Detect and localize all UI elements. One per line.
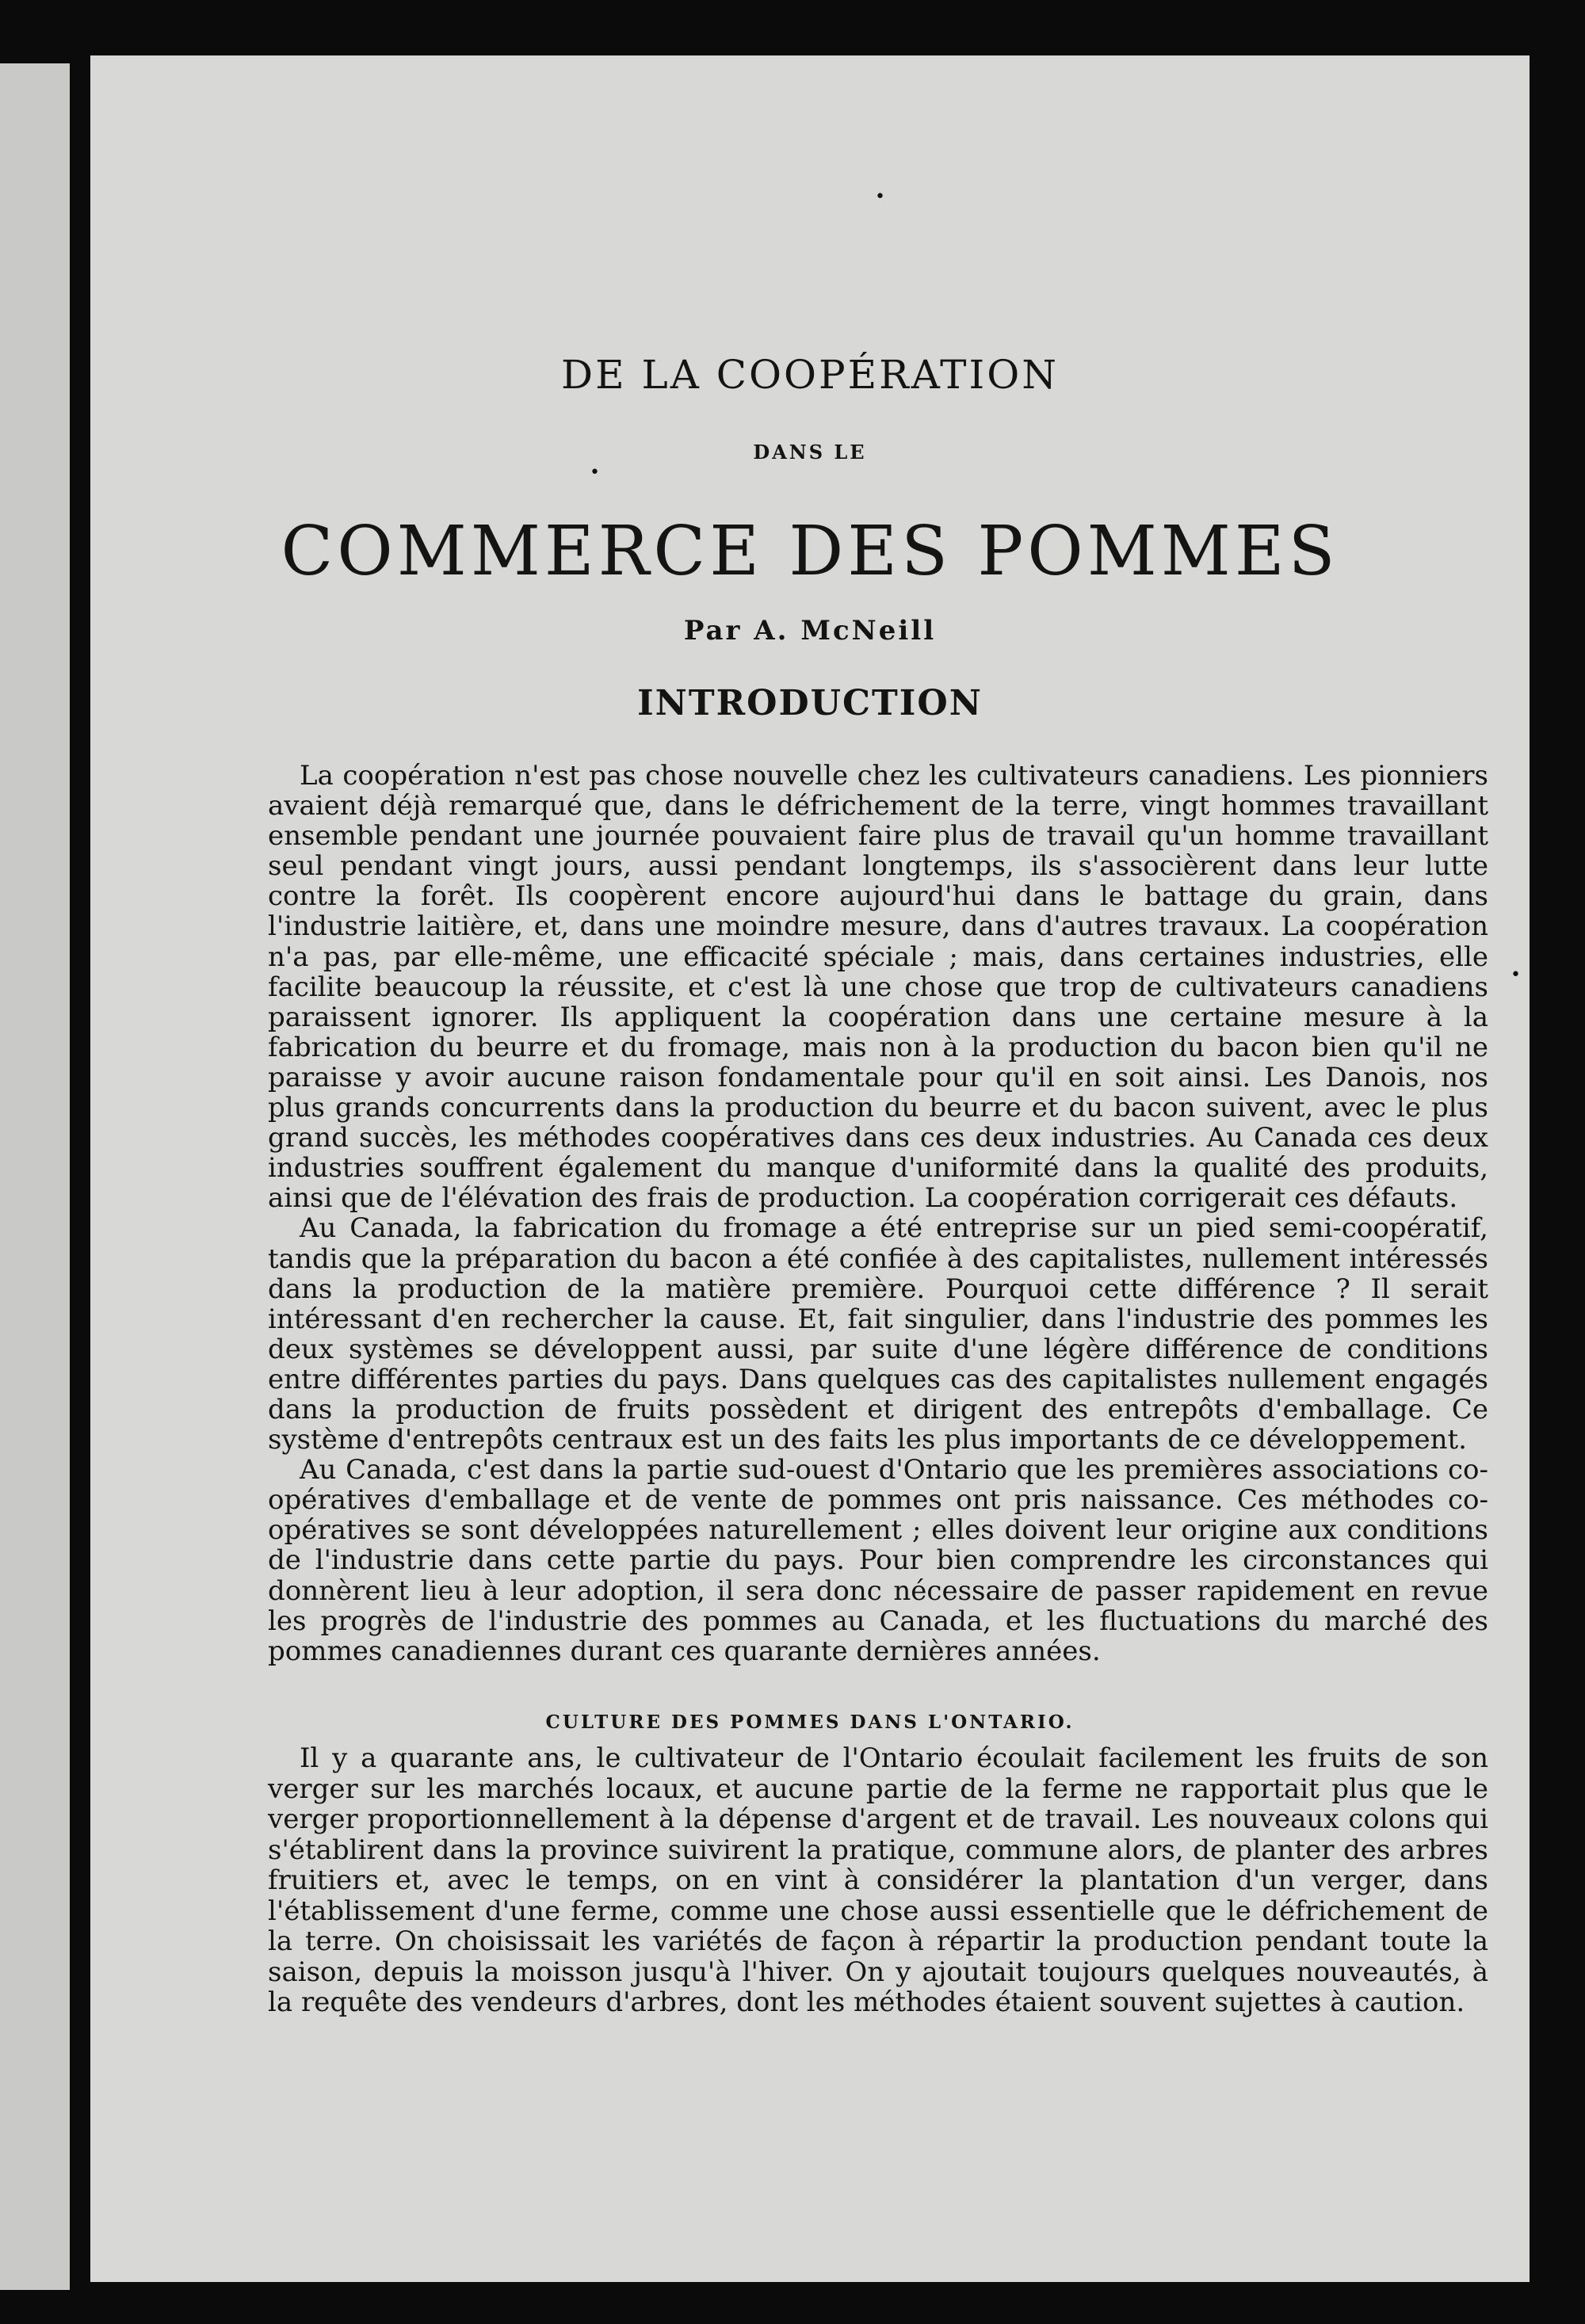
ink-speck: •: [1511, 965, 1521, 985]
ink-speck: •: [875, 187, 885, 207]
introduction-body: [268, 761, 1488, 1666]
section-body: [268, 1743, 1488, 2018]
paragraph: La coopération n'est pas chose nouvelle chez les cultivateurs canadiens. Les pionniers avaient déjà remarqué que, dans le défrichement de la terre, vingt hommes travaillant ensemble pendant une journée pouvaient faire plus de travail qu'un homme travaillant seul pendant vingt jours, aussi pendant longtemps, ils s'associèrent dans leur lutte contre la forêt. Ils coopèrent encore aujourd'hui dans le battage du grain, dans l'industrie laitière, et, dans une moindre mesure, dans d'autres travaux. La coopération n'a pas, par elle-même, une efficacité spéciale ; mais, dans certaines industries, elle facilite beaucoup la réussite, et c'est là une chose que trop de cultivateurs canadiens paraissent ignorer. Ils appliquent la coopération dans une certaine mesure à la fabrication du beurre et du fromage, mais non à la production du bacon bien qu'il ne paraisse y avoir aucune raison fondamentale pour qu'il en soit ainsi. Les Danois, nos plus grands concurrents dans la production du beurre et du bacon suivent, avec le plus grand succès, les méthodes coopératives dans ces deux industries. Au Canada ces deux industries souffrent également du manque d'uniformité dans la qualité des produits, ainsi que de l'élévation des frais de production. La coopération corrigerait ces défauts.: [268, 760, 1488, 1215]
title-line-2: DANS LE: [753, 441, 867, 464]
section-heading-introduction: INTRODUCTION: [637, 683, 983, 723]
ink-speck: •: [590, 463, 600, 483]
document-page: [90, 55, 1530, 2282]
paragraph: Au Canada, la fabrication du fromage a été entreprise sur un pied semi-coopératif, tandis que la préparation du bacon a été confiée à des capitalistes, nullement intéressés dans la production de la matière première. Pourquoi cette différence ? Il serait intéressant d'en rechercher la cause. Et, fait singulier, dans l'industrie des pommes les deux systèmes se développent aussi, par suite d'une légère différence de conditions entre différentes parties du pays. Dans quelques cas des capitalistes nullement engagés dans la production de fruits possèdent et dirigent des entrepôts d'emballage. Ce système d'entrepôts centraux est un des faits les plus importants de ce développement.: [268, 1212, 1488, 1456]
paragraph: Il y a quarante ans, le cultivateur de l'Ontario écoulait facilement les fruits de son verger sur les marchés locaux, et aucune partie de la ferme ne rapportait plus que le verger proportionnellement à la dépense d'argent et de travail. Les nouveaux colons qui s'établirent dans la province suivirent la pratique, commune alors, de planter des arbres fruitiers et, avec le temps, on en vint à considérer la plantation d'un verger, dans l'établissement d'une ferme, comme une chose aussi essentielle que le défrichement de la terre. On choisissait les variétés de façon à répartir la production pendant toute la saison, depuis la moisson jusqu'à l'hiver. On y ajoutait toujours quelques nouveautés, à la requête des vendeurs d'arbres, dont les méthodes étaient souvent sujettes à caution.: [268, 1742, 1488, 2018]
title-line-1: DE LA COOPÉRATION: [561, 352, 1059, 398]
section-heading-culture: CULTURE DES POMMES DANS L'ONTARIO.: [545, 1712, 1075, 1733]
adjacent-page-edge: [0, 63, 70, 2290]
main-title: COMMERCE DES POMMES: [281, 512, 1339, 591]
paragraph: Au Canada, c'est dans la partie sud-ouest d'Ontario que les premières associations co-opératives d'emballage et de vente de pommes ont pris naissance. Ces méthodes co-opératives se sont développées naturellement ; elles doivent leur origine aux conditions de l'industrie dans cette partie du pays. Pour bien comprendre les circonstances qui donnèrent lieu à leur adoption, il sera donc nécessaire de passer rapidement en revue les progrès de l'industrie des pommes au Canada, et les fluctuations du marché des pommes canadiennes durant ces quarante dernières années.: [268, 1454, 1488, 1667]
author-byline: Par A. McNeill: [683, 615, 937, 647]
